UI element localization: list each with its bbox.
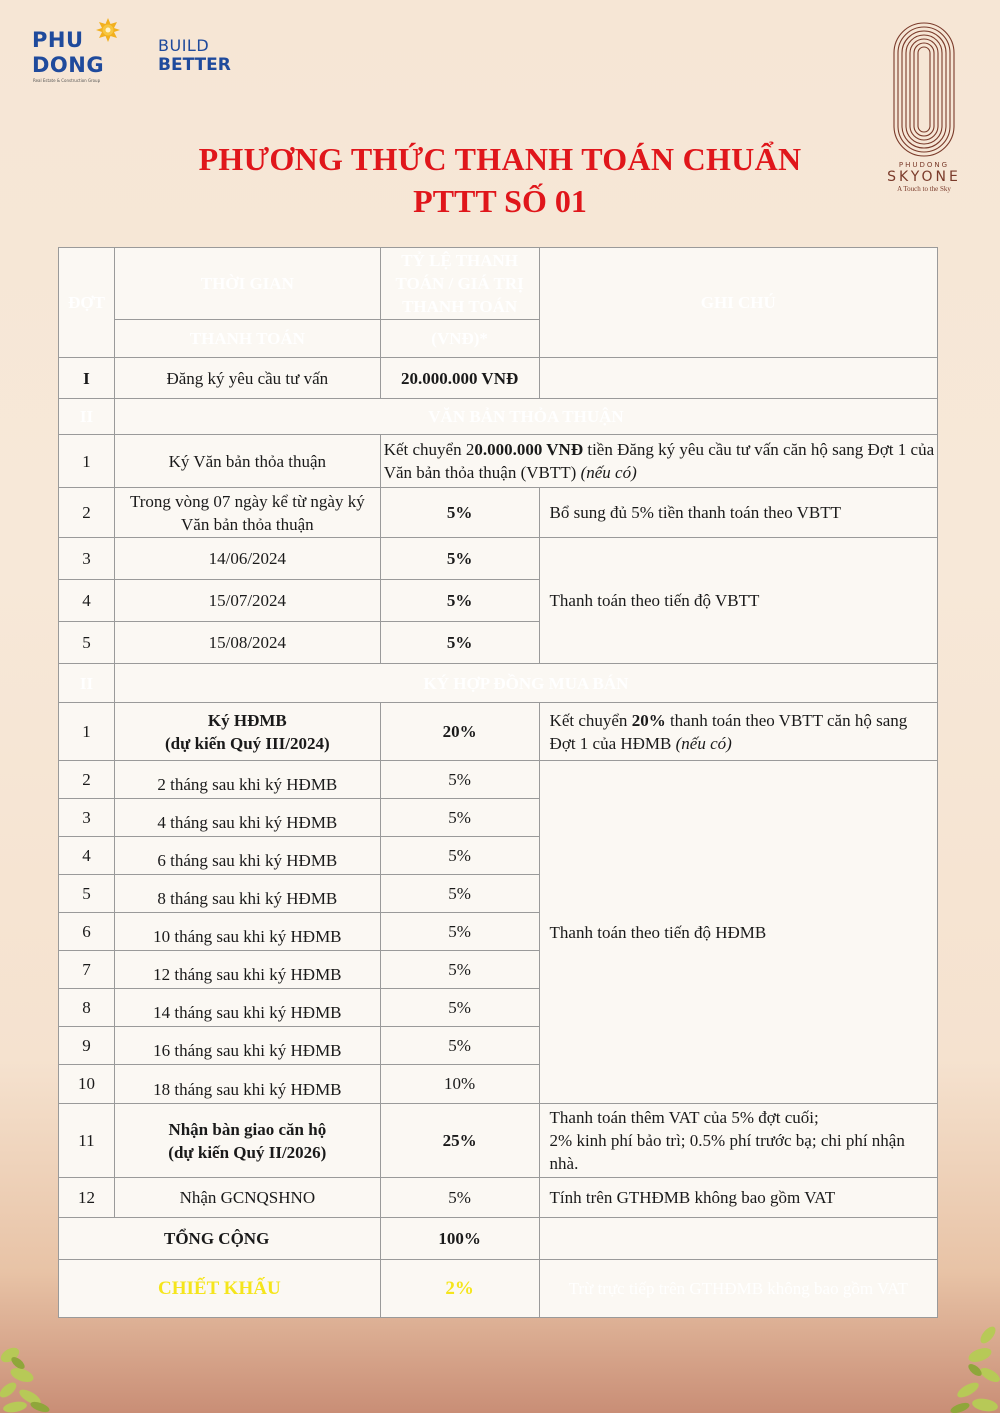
section-title: KÝ HỢP ĐỒNG MUA BÁN <box>114 664 937 703</box>
note-cell <box>539 358 937 399</box>
dot-cell: 1 <box>59 435 115 488</box>
value-cell: 10% <box>380 1065 539 1104</box>
time-line: Nhận bàn giao căn hộ <box>168 1119 327 1139</box>
value-cell: 25% <box>380 1104 539 1178</box>
note-bold: 20% <box>631 710 666 730</box>
dot-cell: 10 <box>59 1065 115 1104</box>
value-cell: 5% <box>380 488 539 538</box>
value-cell: 5% <box>380 1178 539 1218</box>
time-line: (dự kiến Quý II/2026) <box>168 1142 327 1162</box>
time-cell: 4 tháng sau khi ký HĐMB <box>114 799 380 837</box>
table-row <box>59 358 938 399</box>
table-header-row <box>59 248 938 320</box>
dot-cell: 11 <box>59 1104 115 1178</box>
table-row <box>59 435 938 488</box>
discount-note: Trừ trực tiếp trên GTHĐMB không bao gồm VAT <box>539 1260 937 1318</box>
dot-cell: 7 <box>59 951 115 989</box>
header-rate: TỶ LỆ THANH TOÁN / GIÁ TRỊ THANH TOÁN <box>380 248 539 320</box>
dot-cell: 9 <box>59 1027 115 1065</box>
value-cell: 5% <box>380 622 539 664</box>
note-cell <box>539 1104 937 1178</box>
project-brand: PHUDONG <box>898 161 950 169</box>
payment-schedule-table <box>58 247 938 1318</box>
discount-row <box>59 1260 938 1318</box>
time-cell: 6 tháng sau khi ký HĐMB <box>114 837 380 875</box>
project-tagline: A Touch to the Sky <box>897 185 951 193</box>
time-cell: Đăng ký yêu cầu tư vấn <box>114 358 380 399</box>
dot-cell: I <box>59 358 115 399</box>
dot-cell: 3 <box>59 799 115 837</box>
note-italic: (nếu có) <box>580 463 637 482</box>
dot-cell: 2 <box>59 488 115 538</box>
table-row <box>59 538 938 580</box>
value-cell: 5% <box>380 875 539 913</box>
time-line: (dự kiến Quý III/2024) <box>165 733 330 753</box>
dot-cell: 8 <box>59 989 115 1027</box>
section-row-vbtt <box>59 399 938 435</box>
time-cell: 10 tháng sau khi ký HĐMB <box>114 913 380 951</box>
value-cell: 20.000.000 VNĐ <box>380 358 539 399</box>
dot-cell: 5 <box>59 622 115 664</box>
header-payment: THANH TOÁN <box>114 320 380 358</box>
note-line: 2% kinh phí bảo trì; 0.5% phí trước bạ; chi phí nhận nhà. <box>549 1131 905 1173</box>
note-text: thanh toán theo VBTT căn hộ sang Đợt 1 của HĐMB <box>549 710 908 753</box>
header-dot: ĐỢT <box>59 248 115 358</box>
time-cell: 12 tháng sau khi ký HĐMB <box>114 951 380 989</box>
time-line: Ký HĐMB <box>207 710 287 730</box>
dot-cell: 4 <box>59 580 115 622</box>
note-text: tiền Đăng ký yêu cầu tư vấn căn hộ sang Đợt 1 của Văn bản thỏa thuận (VBTT) <box>383 440 935 482</box>
time-cell: 2 tháng sau khi ký HĐMB <box>114 761 380 799</box>
time-cell: 15/07/2024 <box>114 580 380 622</box>
table-row <box>59 1178 938 1218</box>
phu-dong-logo <box>32 26 132 88</box>
time-cell <box>114 1104 380 1178</box>
time-cell: Trong vòng 07 ngày kể từ ngày ký Văn bản thỏa thuận <box>114 488 380 538</box>
value-cell: 5% <box>380 989 539 1027</box>
table-row <box>59 1104 938 1178</box>
note-line: Thanh toán thêm VAT của 5% đợt cuối; <box>549 1108 819 1127</box>
sun-icon <box>96 18 120 42</box>
discount-label: CHIẾT KHẤU <box>59 1260 381 1318</box>
note-cell <box>539 703 937 761</box>
page-subtitle: PTTT SỐ 01 <box>413 183 587 219</box>
time-cell: Ký Văn bản thỏa thuận <box>114 435 380 488</box>
time-cell: 14/06/2024 <box>114 538 380 580</box>
discount-value: 2% <box>380 1260 539 1318</box>
note-text: Kết chuyển <box>549 710 632 730</box>
section-row-hdmb <box>59 664 938 703</box>
time-cell: 18 tháng sau khi ký HĐMB <box>114 1065 380 1104</box>
table-row <box>59 488 938 538</box>
time-cell: 14 tháng sau khi ký HĐMB <box>114 989 380 1027</box>
total-row <box>59 1218 938 1260</box>
dot-cell: 12 <box>59 1178 115 1218</box>
table-row <box>59 761 938 799</box>
dot-cell: 4 <box>59 837 115 875</box>
note-text: Kết chuyển 2 <box>383 440 475 459</box>
slogan-better: BETTER <box>158 55 231 75</box>
plant-right-icon <box>930 1320 1000 1413</box>
value-cell: 5% <box>380 538 539 580</box>
page-title: PHƯƠNG THỨC THANH TOÁN CHUẨN <box>198 141 802 177</box>
project-name: SKYONE <box>887 169 961 185</box>
logo-text-phu: PHU <box>32 28 84 52</box>
slogan <box>158 37 231 75</box>
logo-tagline: Real Estate & Construction Group <box>33 78 101 83</box>
dot-cell: 1 <box>59 703 115 761</box>
note-cell: Bổ sung đủ 5% tiền thanh toán theo VBTT <box>539 488 937 538</box>
dot-cell: 6 <box>59 913 115 951</box>
note-bold: 0.000.000 VNĐ <box>474 440 584 459</box>
note-cell: Tính trên GTHĐMB không bao gồm VAT <box>539 1178 937 1218</box>
section-title: VĂN BẢN THỎA THUẬN <box>114 399 937 435</box>
slogan-build: BUILD <box>158 36 210 55</box>
header-note: GHI CHÚ <box>539 248 937 358</box>
value-cell: 5% <box>380 913 539 951</box>
value-cell: 5% <box>380 761 539 799</box>
header-time: THỜI GIAN <box>114 248 380 320</box>
note-italic: (nếu có) <box>675 733 732 753</box>
total-note <box>539 1218 937 1260</box>
concentric-arch-icon <box>893 22 955 157</box>
table-row <box>59 703 938 761</box>
time-cell: 8 tháng sau khi ký HĐMB <box>114 875 380 913</box>
logo-text-dong: DONG <box>32 53 105 77</box>
header-vnd: (VNĐ)* <box>380 320 539 358</box>
time-cell <box>114 703 380 761</box>
dot-cell: 3 <box>59 538 115 580</box>
value-cell: 5% <box>380 1027 539 1065</box>
value-cell: 5% <box>380 799 539 837</box>
value-cell: 20% <box>380 703 539 761</box>
group-note-cell: Thanh toán theo tiến độ HĐMB <box>539 761 937 1104</box>
time-cell: Nhận GCNQSHNO <box>114 1178 380 1218</box>
plant-left-icon <box>0 1335 70 1413</box>
dot-cell: 5 <box>59 875 115 913</box>
value-cell: 5% <box>380 951 539 989</box>
total-value: 100% <box>380 1218 539 1260</box>
time-cell: 16 tháng sau khi ký HĐMB <box>114 1027 380 1065</box>
group-note-cell: Thanh toán theo tiến độ VBTT <box>539 538 937 664</box>
value-cell: 5% <box>380 837 539 875</box>
value-cell: 5% <box>380 580 539 622</box>
section-dot: II <box>59 399 115 435</box>
total-label: TỔNG CỘNG <box>59 1218 381 1260</box>
note-cell <box>380 435 937 488</box>
dot-cell: 2 <box>59 761 115 799</box>
section-dot: II <box>59 664 115 703</box>
time-cell: 15/08/2024 <box>114 622 380 664</box>
